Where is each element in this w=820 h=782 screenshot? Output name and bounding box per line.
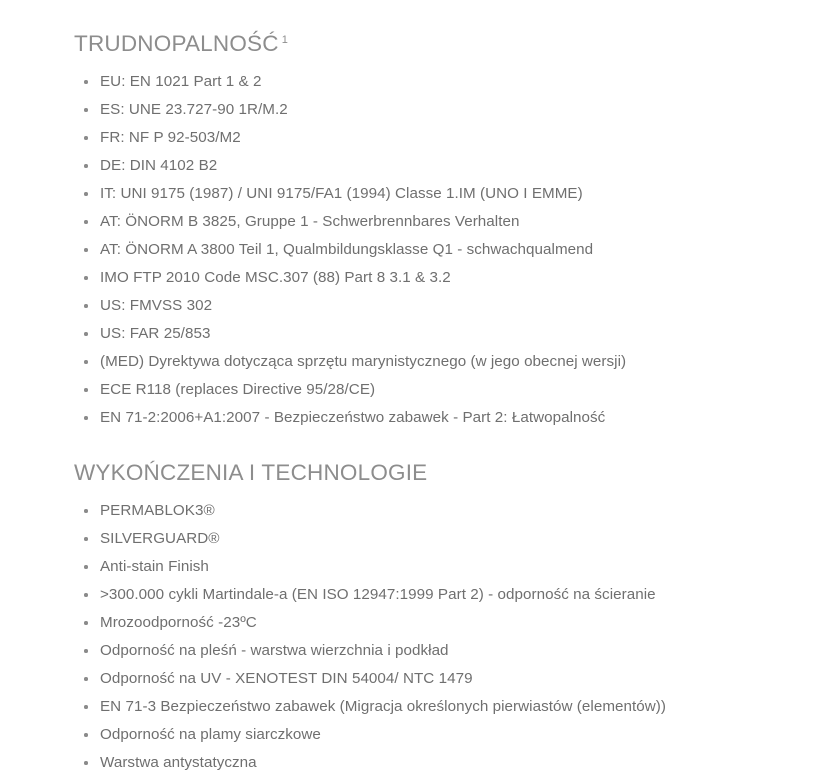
bullet-icon — [84, 360, 88, 364]
list-item — [74, 208, 820, 236]
list-item-label: FR: NF P 92-503/M2 — [100, 129, 241, 146]
list-item — [74, 96, 820, 124]
list-item-label: US: FMVSS 302 — [100, 297, 213, 314]
list-item — [74, 404, 820, 432]
section-finishes-and-technologies — [0, 432, 820, 777]
bullet-icon — [84, 565, 88, 569]
list-item — [74, 320, 820, 348]
list-item — [74, 264, 820, 292]
bullet-icon — [84, 136, 88, 140]
list-item-label: US: FAR 25/853 — [100, 325, 211, 342]
bullet-icon — [84, 192, 88, 196]
list-item — [74, 152, 820, 180]
section-heading-flammability — [74, 29, 820, 59]
list-item-label: Odporność na plamy siarczkowe — [100, 726, 321, 743]
list-item — [74, 497, 820, 525]
bullet-icon — [84, 733, 88, 737]
list-item-label: Mrozoodporność -23ºC — [100, 614, 257, 631]
list-item-label: IMO FTP 2010 Code MSC.307 (88) Part 8 3.1 & 3.2 — [100, 269, 451, 286]
list-item-label: Anti-stain Finish — [100, 558, 209, 575]
bullet-icon — [84, 276, 88, 280]
list-item-label: AT: ÖNORM B 3825, Gruppe 1 - Schwerbrennbares Verhalten — [100, 213, 520, 230]
list-item — [74, 292, 820, 320]
bullet-icon — [84, 621, 88, 625]
list-item — [74, 665, 820, 693]
list-item-label: EU: EN 1021 Part 1 & 2 — [100, 73, 262, 90]
list-item — [74, 609, 820, 637]
list-item-label: EN 71-3 Bezpieczeństwo zabawek (Migracja określonych pierwiastów (elementów)) — [100, 698, 667, 715]
list-item — [74, 693, 820, 721]
bullet-icon — [84, 537, 88, 541]
list-item-label: >300.000 cykli Martindale-a (EN ISO 12947:1999 Part 2) - odporność na ścieranie — [100, 586, 656, 603]
list-item-label: (MED) Dyrektywa dotycząca sprzętu marynistycznego (w jego obecnej wersji) — [100, 353, 627, 370]
footnote-marker: 1 — [281, 33, 288, 46]
list-item-label: ES: UNE 23.727-90 1R/M.2 — [100, 101, 288, 118]
bullet-icon — [84, 761, 88, 765]
bullet-icon — [84, 108, 88, 112]
list-item-label: ECE R118 (replaces Directive 95/28/CE) — [100, 381, 376, 398]
bullet-icon — [84, 677, 88, 681]
list-item — [74, 581, 820, 609]
bullet-icon — [84, 164, 88, 168]
list-item-label: SILVERGUARD® — [100, 530, 220, 547]
list-item — [74, 348, 820, 376]
bullet-icon — [84, 304, 88, 308]
list-item — [74, 553, 820, 581]
bullet-icon — [84, 593, 88, 597]
list-item — [74, 124, 820, 152]
list-item — [74, 180, 820, 208]
bullet-icon — [84, 388, 88, 392]
list-item-label: Odporność na pleśń - warstwa wierzchnia i podkład — [100, 642, 449, 659]
list-item-label: DE: DIN 4102 B2 — [100, 157, 218, 174]
list-item — [74, 68, 820, 96]
flammability-standards-list — [74, 59, 820, 432]
bullet-icon — [84, 416, 88, 420]
section-heading-text: WYKOŃCZENIA I TECHNOLOGIE — [74, 460, 428, 485]
list-item-label: Odporność na UV - XENOTEST DIN 54004/ NTC 1479 — [100, 670, 473, 687]
list-item-label: AT: ÖNORM A 3800 Teil 1, Qualmbildungsklasse Q1 - schwachqualmend — [100, 241, 594, 258]
list-item — [74, 749, 820, 777]
list-item-label: PERMABLOK3® — [100, 502, 215, 519]
finishes-technologies-list — [74, 488, 820, 777]
bullet-icon — [84, 332, 88, 336]
bullet-icon — [84, 705, 88, 709]
list-item-label: Warstwa antystatyczna — [100, 754, 257, 771]
bullet-icon — [84, 220, 88, 224]
section-heading-text: TRUDNOPALNOŚĆ — [74, 31, 279, 56]
list-item — [74, 721, 820, 749]
list-item — [74, 236, 820, 264]
list-item-label: EN 71-2:2006+A1:2007 - Bezpieczeństwo zabawek - Part 2: Łatwopalność — [100, 409, 606, 426]
bullet-icon — [84, 80, 88, 84]
bullet-icon — [84, 649, 88, 653]
bullet-icon — [84, 509, 88, 513]
list-item — [74, 376, 820, 404]
list-item-label: IT: UNI 9175 (1987) / UNI 9175/FA1 (1994) Classe 1.IM (UNO I EMME) — [100, 185, 583, 202]
section-heading-finishes — [74, 458, 820, 488]
bullet-icon — [84, 248, 88, 252]
list-item — [74, 637, 820, 665]
list-item — [74, 525, 820, 553]
